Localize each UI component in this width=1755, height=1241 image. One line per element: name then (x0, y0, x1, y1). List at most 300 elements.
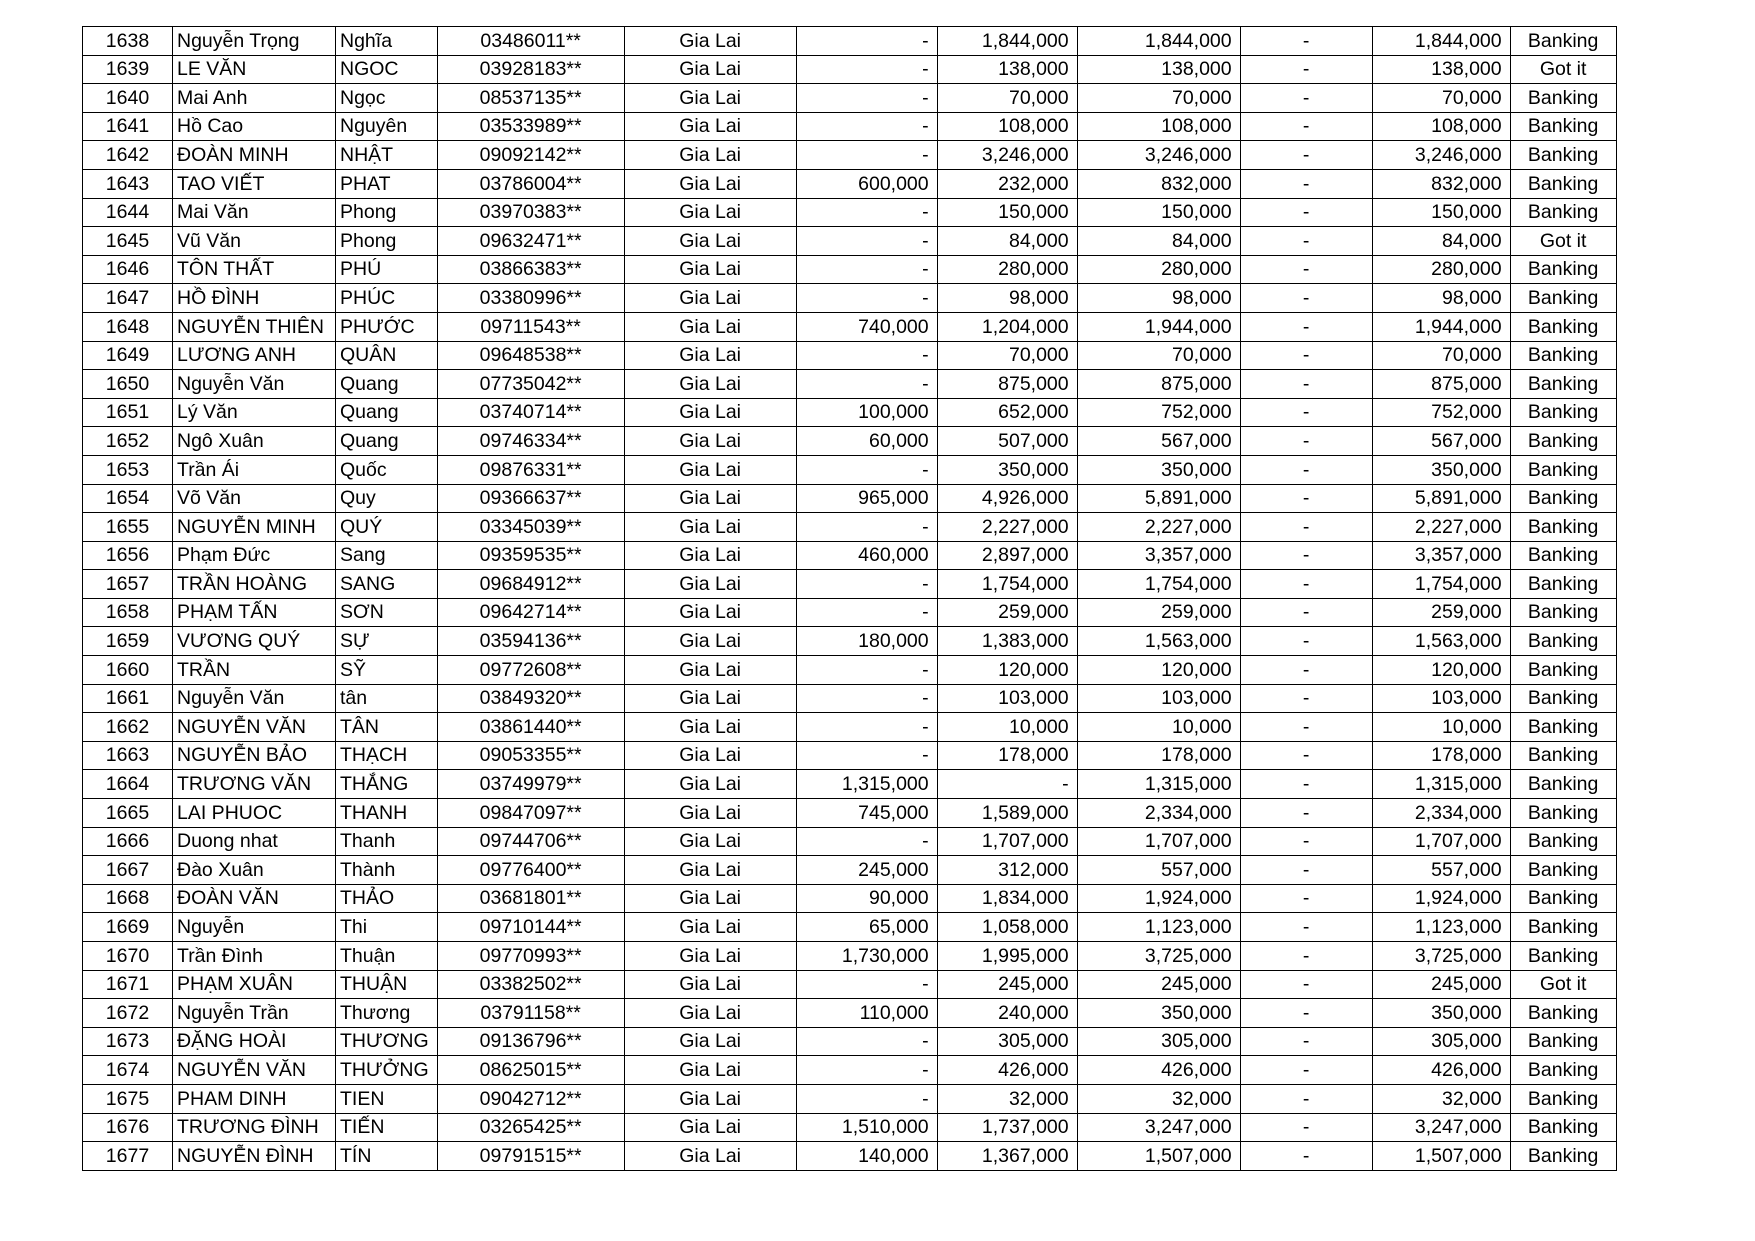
amount-b-cell: 3,246,000 (937, 141, 1077, 170)
last-name-cell: TRƯƠNG ĐÌNH (173, 1113, 336, 1142)
first-name-cell: Nguyên (336, 112, 438, 141)
province-cell: Gia Lai (624, 1056, 796, 1085)
phone-number-cell: 08625015** (437, 1056, 624, 1085)
deduction-cell: - (1240, 398, 1372, 427)
phone-number-cell: 03380996** (437, 284, 624, 313)
first-name-cell: Quang (336, 370, 438, 399)
province-cell: Gia Lai (624, 770, 796, 799)
amount-a-cell: 245,000 (796, 856, 937, 885)
total-amount-cell: 426,000 (1077, 1056, 1240, 1085)
row-number-cell: 1670 (83, 942, 173, 971)
amount-b-cell: 32,000 (937, 1084, 1077, 1113)
first-name-cell: PHÚC (336, 284, 438, 313)
row-number-cell: 1652 (83, 427, 173, 456)
amount-b-cell: 70,000 (937, 84, 1077, 113)
province-cell: Gia Lai (624, 1027, 796, 1056)
deduction-cell: - (1240, 684, 1372, 713)
phone-number-cell: 09632471** (437, 227, 624, 256)
amount-b-cell: 10,000 (937, 713, 1077, 742)
last-name-cell: Đào Xuân (173, 856, 336, 885)
total-amount-cell: 1,563,000 (1077, 627, 1240, 656)
amount-a-cell: 65,000 (796, 913, 937, 942)
amount-a-cell: - (796, 198, 937, 227)
province-cell: Gia Lai (624, 341, 796, 370)
table-row (83, 1113, 1617, 1142)
phone-number-cell: 03594136** (437, 627, 624, 656)
deduction-cell: - (1240, 1056, 1372, 1085)
payment-method-cell: Banking (1510, 770, 1616, 799)
payment-method-cell: Banking (1510, 598, 1616, 627)
payment-method-cell: Banking (1510, 827, 1616, 856)
province-cell: Gia Lai (624, 255, 796, 284)
total-amount-cell: 305,000 (1077, 1027, 1240, 1056)
first-name-cell: Thành (336, 856, 438, 885)
amount-a-cell: - (796, 741, 937, 770)
province-cell: Gia Lai (624, 541, 796, 570)
amount-b-cell: 507,000 (937, 427, 1077, 456)
row-number-cell: 1668 (83, 884, 173, 913)
total-amount-cell: 259,000 (1077, 598, 1240, 627)
payout-amount-cell: 2,227,000 (1372, 513, 1510, 542)
amount-b-cell: 70,000 (937, 341, 1077, 370)
payment-method-cell: Banking (1510, 1084, 1616, 1113)
province-cell: Gia Lai (624, 913, 796, 942)
province-cell: Gia Lai (624, 970, 796, 999)
last-name-cell: Nguyễn Văn (173, 370, 336, 399)
deduction-cell: - (1240, 312, 1372, 341)
row-number-cell: 1677 (83, 1142, 173, 1171)
payout-amount-cell: 150,000 (1372, 198, 1510, 227)
last-name-cell: TAO VIẾT (173, 169, 336, 198)
payment-method-cell: Banking (1510, 255, 1616, 284)
phone-number-cell: 03861440** (437, 713, 624, 742)
deduction-cell: - (1240, 370, 1372, 399)
first-name-cell: SỰ (336, 627, 438, 656)
last-name-cell: ĐOÀN MINH (173, 141, 336, 170)
amount-a-cell: - (796, 713, 937, 742)
last-name-cell: VƯƠNG QUÝ (173, 627, 336, 656)
last-name-cell: TRẦN HOÀNG (173, 570, 336, 599)
phone-number-cell: 03786004** (437, 169, 624, 198)
row-number-cell: 1656 (83, 541, 173, 570)
phone-number-cell: 03345039** (437, 513, 624, 542)
first-name-cell: Quang (336, 427, 438, 456)
row-number-cell: 1674 (83, 1056, 173, 1085)
total-amount-cell: 5,891,000 (1077, 484, 1240, 513)
amount-a-cell: 1,315,000 (796, 770, 937, 799)
total-amount-cell: 138,000 (1077, 55, 1240, 84)
payment-method-cell: Banking (1510, 513, 1616, 542)
province-cell: Gia Lai (624, 370, 796, 399)
amount-b-cell: 245,000 (937, 970, 1077, 999)
last-name-cell: Duong nhat (173, 827, 336, 856)
payment-method-cell: Banking (1510, 427, 1616, 456)
province-cell: Gia Lai (624, 1084, 796, 1113)
phone-number-cell: 03533989** (437, 112, 624, 141)
amount-a-cell: 1,730,000 (796, 942, 937, 971)
phone-number-cell: 09092142** (437, 141, 624, 170)
row-number-cell: 1672 (83, 999, 173, 1028)
table-row (83, 1027, 1617, 1056)
amount-b-cell: 875,000 (937, 370, 1077, 399)
table-row (83, 741, 1617, 770)
payout-amount-cell: 3,247,000 (1372, 1113, 1510, 1142)
amount-b-cell: 98,000 (937, 284, 1077, 313)
payout-amount-cell: 1,924,000 (1372, 884, 1510, 913)
amount-a-cell: - (796, 1027, 937, 1056)
last-name-cell: Lý Văn (173, 398, 336, 427)
province-cell: Gia Lai (624, 484, 796, 513)
first-name-cell: NHẬT (336, 141, 438, 170)
first-name-cell: tân (336, 684, 438, 713)
total-amount-cell: 103,000 (1077, 684, 1240, 713)
first-name-cell: Thanh (336, 827, 438, 856)
table-row (83, 799, 1617, 828)
payment-method-cell: Got it (1510, 227, 1616, 256)
payout-amount-cell: 2,334,000 (1372, 799, 1510, 828)
total-amount-cell: 1,707,000 (1077, 827, 1240, 856)
row-number-cell: 1647 (83, 284, 173, 313)
province-cell: Gia Lai (624, 427, 796, 456)
first-name-cell: Quang (336, 398, 438, 427)
table-row (83, 856, 1617, 885)
phone-number-cell: 09042712** (437, 1084, 624, 1113)
amount-a-cell: 110,000 (796, 999, 937, 1028)
table-row (83, 513, 1617, 542)
total-amount-cell: 1,507,000 (1077, 1142, 1240, 1171)
row-number-cell: 1662 (83, 713, 173, 742)
payout-amount-cell: 178,000 (1372, 741, 1510, 770)
amount-b-cell: 259,000 (937, 598, 1077, 627)
payout-amount-cell: 84,000 (1372, 227, 1510, 256)
phone-number-cell: 09053355** (437, 741, 624, 770)
amount-b-cell: 426,000 (937, 1056, 1077, 1085)
first-name-cell: Quy (336, 484, 438, 513)
row-number-cell: 1663 (83, 741, 173, 770)
payout-amount-cell: 103,000 (1372, 684, 1510, 713)
last-name-cell: TÔN THẤT (173, 255, 336, 284)
table-row (83, 169, 1617, 198)
total-amount-cell: 2,334,000 (1077, 799, 1240, 828)
payout-amount-cell: 1,507,000 (1372, 1142, 1510, 1171)
payout-amount-cell: 10,000 (1372, 713, 1510, 742)
first-name-cell: SỸ (336, 656, 438, 685)
total-amount-cell: 350,000 (1077, 999, 1240, 1028)
row-number-cell: 1667 (83, 856, 173, 885)
last-name-cell: NGUYỄN BẢO (173, 741, 336, 770)
amount-b-cell: 350,000 (937, 455, 1077, 484)
amount-a-cell: - (796, 455, 937, 484)
deduction-cell: - (1240, 341, 1372, 370)
payout-amount-cell: 305,000 (1372, 1027, 1510, 1056)
table-row (83, 27, 1617, 56)
row-number-cell: 1660 (83, 656, 173, 685)
province-cell: Gia Lai (624, 84, 796, 113)
province-cell: Gia Lai (624, 741, 796, 770)
payout-amount-cell: 245,000 (1372, 970, 1510, 999)
total-amount-cell: 98,000 (1077, 284, 1240, 313)
first-name-cell: THANH (336, 799, 438, 828)
deduction-cell: - (1240, 713, 1372, 742)
row-number-cell: 1651 (83, 398, 173, 427)
total-amount-cell: 1,844,000 (1077, 27, 1240, 56)
phone-number-cell: 03791158** (437, 999, 624, 1028)
first-name-cell: PHÚ (336, 255, 438, 284)
total-amount-cell: 1,123,000 (1077, 913, 1240, 942)
last-name-cell: ĐOÀN VĂN (173, 884, 336, 913)
last-name-cell: Ngô Xuân (173, 427, 336, 456)
table-row (83, 284, 1617, 313)
row-number-cell: 1649 (83, 341, 173, 370)
province-cell: Gia Lai (624, 27, 796, 56)
last-name-cell: Võ Văn (173, 484, 336, 513)
phone-number-cell: 09876331** (437, 455, 624, 484)
amount-b-cell: 150,000 (937, 198, 1077, 227)
first-name-cell: THƯƠNG (336, 1027, 438, 1056)
last-name-cell: Mai Anh (173, 84, 336, 113)
table-row (83, 141, 1617, 170)
row-number-cell: 1644 (83, 198, 173, 227)
first-name-cell: Sang (336, 541, 438, 570)
payment-method-cell: Banking (1510, 198, 1616, 227)
total-amount-cell: 1,944,000 (1077, 312, 1240, 341)
deduction-cell: - (1240, 484, 1372, 513)
amount-a-cell: - (796, 684, 937, 713)
payment-method-cell: Banking (1510, 942, 1616, 971)
deduction-cell: - (1240, 884, 1372, 913)
amount-b-cell: 1,204,000 (937, 312, 1077, 341)
phone-number-cell: 09791515** (437, 1142, 624, 1171)
total-amount-cell: 178,000 (1077, 741, 1240, 770)
table-row (83, 827, 1617, 856)
phone-number-cell: 03382502** (437, 970, 624, 999)
table-row (83, 112, 1617, 141)
payment-method-cell: Banking (1510, 312, 1616, 341)
amount-b-cell: 178,000 (937, 741, 1077, 770)
last-name-cell: LƯƠNG ANH (173, 341, 336, 370)
amount-a-cell: - (796, 284, 937, 313)
phone-number-cell: 07735042** (437, 370, 624, 399)
amount-a-cell: - (796, 656, 937, 685)
first-name-cell: QUÂN (336, 341, 438, 370)
row-number-cell: 1645 (83, 227, 173, 256)
amount-a-cell: - (796, 341, 937, 370)
total-amount-cell: 120,000 (1077, 656, 1240, 685)
payout-amount-cell: 98,000 (1372, 284, 1510, 313)
amount-a-cell: - (796, 84, 937, 113)
first-name-cell: SANG (336, 570, 438, 599)
amount-a-cell: - (796, 513, 937, 542)
phone-number-cell: 09648538** (437, 341, 624, 370)
amount-b-cell: 2,897,000 (937, 541, 1077, 570)
row-number-cell: 1638 (83, 27, 173, 56)
amount-b-cell: 1,754,000 (937, 570, 1077, 599)
payment-method-cell: Banking (1510, 112, 1616, 141)
table-row (83, 541, 1617, 570)
phone-number-cell: 03740714** (437, 398, 624, 427)
row-number-cell: 1666 (83, 827, 173, 856)
amount-b-cell: 84,000 (937, 227, 1077, 256)
amount-a-cell: 965,000 (796, 484, 937, 513)
row-number-cell: 1676 (83, 1113, 173, 1142)
amount-b-cell: 1,589,000 (937, 799, 1077, 828)
row-number-cell: 1655 (83, 513, 173, 542)
amount-a-cell: - (796, 112, 937, 141)
province-cell: Gia Lai (624, 169, 796, 198)
first-name-cell: THẢO (336, 884, 438, 913)
amount-a-cell: - (796, 255, 937, 284)
amount-a-cell: - (796, 570, 937, 599)
amount-a-cell: 100,000 (796, 398, 937, 427)
amount-b-cell: 1,737,000 (937, 1113, 1077, 1142)
phone-number-cell: 09684912** (437, 570, 624, 599)
table-row (83, 370, 1617, 399)
last-name-cell: ĐẶNG HOÀI (173, 1027, 336, 1056)
payout-amount-cell: 5,891,000 (1372, 484, 1510, 513)
province-cell: Gia Lai (624, 827, 796, 856)
total-amount-cell: 1,754,000 (1077, 570, 1240, 599)
row-number-cell: 1648 (83, 312, 173, 341)
table-row (83, 884, 1617, 913)
last-name-cell: TRẦN (173, 656, 336, 685)
province-cell: Gia Lai (624, 856, 796, 885)
payment-method-cell: Banking (1510, 84, 1616, 113)
payout-amount-cell: 70,000 (1372, 84, 1510, 113)
phone-number-cell: 09770993** (437, 942, 624, 971)
amount-b-cell: 4,926,000 (937, 484, 1077, 513)
amount-a-cell: - (796, 970, 937, 999)
last-name-cell: NGUYỄN VĂN (173, 713, 336, 742)
table-row (83, 84, 1617, 113)
phone-number-cell: 09710144** (437, 913, 624, 942)
deduction-cell: - (1240, 141, 1372, 170)
amount-a-cell: 90,000 (796, 884, 937, 913)
deduction-cell: - (1240, 1027, 1372, 1056)
province-cell: Gia Lai (624, 570, 796, 599)
amount-b-cell: 1,707,000 (937, 827, 1077, 856)
first-name-cell: SƠN (336, 598, 438, 627)
payout-amount-cell: 1,754,000 (1372, 570, 1510, 599)
last-name-cell: NGUYỄN THIÊN (173, 312, 336, 341)
deduction-cell: - (1240, 1142, 1372, 1171)
first-name-cell: Thương (336, 999, 438, 1028)
payout-amount-cell: 3,357,000 (1372, 541, 1510, 570)
row-number-cell: 1658 (83, 598, 173, 627)
first-name-cell: Ngọc (336, 84, 438, 113)
payment-method-cell: Banking (1510, 570, 1616, 599)
payment-method-cell: Banking (1510, 713, 1616, 742)
amount-b-cell: 2,227,000 (937, 513, 1077, 542)
total-amount-cell: 280,000 (1077, 255, 1240, 284)
first-name-cell: NGOC (336, 55, 438, 84)
total-amount-cell: 3,246,000 (1077, 141, 1240, 170)
amount-a-cell: - (796, 55, 937, 84)
deduction-cell: - (1240, 570, 1372, 599)
province-cell: Gia Lai (624, 1113, 796, 1142)
amount-b-cell: 120,000 (937, 656, 1077, 685)
payout-amount-cell: 426,000 (1372, 1056, 1510, 1085)
first-name-cell: Thuận (336, 942, 438, 971)
first-name-cell: Phong (336, 198, 438, 227)
total-amount-cell: 3,247,000 (1077, 1113, 1240, 1142)
amount-a-cell: 740,000 (796, 312, 937, 341)
payment-method-cell: Banking (1510, 684, 1616, 713)
payout-amount-cell: 832,000 (1372, 169, 1510, 198)
total-amount-cell: 1,924,000 (1077, 884, 1240, 913)
province-cell: Gia Lai (624, 656, 796, 685)
amount-a-cell: 60,000 (796, 427, 937, 456)
table-row (83, 570, 1617, 599)
deduction-cell: - (1240, 856, 1372, 885)
phone-number-cell: 03928183** (437, 55, 624, 84)
phone-number-cell: 09744706** (437, 827, 624, 856)
province-cell: Gia Lai (624, 398, 796, 427)
table-row (83, 1056, 1617, 1085)
deduction-cell: - (1240, 284, 1372, 313)
payment-method-cell: Banking (1510, 169, 1616, 198)
table-row (83, 1084, 1617, 1113)
province-cell: Gia Lai (624, 55, 796, 84)
first-name-cell: QUÝ (336, 513, 438, 542)
payout-amount-cell: 1,707,000 (1372, 827, 1510, 856)
phone-number-cell: 09772608** (437, 656, 624, 685)
phone-number-cell: 03849320** (437, 684, 624, 713)
amount-b-cell: 305,000 (937, 1027, 1077, 1056)
last-name-cell: Nguyễn Văn (173, 684, 336, 713)
deduction-cell: - (1240, 84, 1372, 113)
row-number-cell: 1642 (83, 141, 173, 170)
total-amount-cell: 557,000 (1077, 856, 1240, 885)
payment-method-cell: Banking (1510, 1113, 1616, 1142)
first-name-cell: TÂN (336, 713, 438, 742)
deduction-cell: - (1240, 541, 1372, 570)
province-cell: Gia Lai (624, 684, 796, 713)
last-name-cell: Trần Ái (173, 455, 336, 484)
payment-method-cell: Got it (1510, 970, 1616, 999)
amount-a-cell: 1,510,000 (796, 1113, 937, 1142)
first-name-cell: PHƯỚC (336, 312, 438, 341)
phone-number-cell: 03749979** (437, 770, 624, 799)
deduction-cell: - (1240, 741, 1372, 770)
province-cell: Gia Lai (624, 799, 796, 828)
first-name-cell: THƯỞNG (336, 1056, 438, 1085)
total-amount-cell: 70,000 (1077, 341, 1240, 370)
row-number-cell: 1653 (83, 455, 173, 484)
phone-number-cell: 09746334** (437, 427, 624, 456)
table-row (83, 713, 1617, 742)
first-name-cell: Thi (336, 913, 438, 942)
row-number-cell: 1650 (83, 370, 173, 399)
payout-amount-cell: 259,000 (1372, 598, 1510, 627)
deduction-cell: - (1240, 942, 1372, 971)
table-row (83, 999, 1617, 1028)
total-amount-cell: 350,000 (1077, 455, 1240, 484)
deduction-cell: - (1240, 427, 1372, 456)
phone-number-cell: 09847097** (437, 799, 624, 828)
table-row (83, 913, 1617, 942)
table-row (83, 427, 1617, 456)
payment-method-cell: Banking (1510, 999, 1616, 1028)
amount-a-cell: - (796, 27, 937, 56)
total-amount-cell: 752,000 (1077, 398, 1240, 427)
amount-b-cell: 138,000 (937, 55, 1077, 84)
payout-amount-cell: 120,000 (1372, 656, 1510, 685)
payout-amount-cell: 280,000 (1372, 255, 1510, 284)
payment-method-cell: Banking (1510, 913, 1616, 942)
amount-b-cell: 232,000 (937, 169, 1077, 198)
last-name-cell: Nguyễn (173, 913, 336, 942)
last-name-cell: LAI PHUOC (173, 799, 336, 828)
